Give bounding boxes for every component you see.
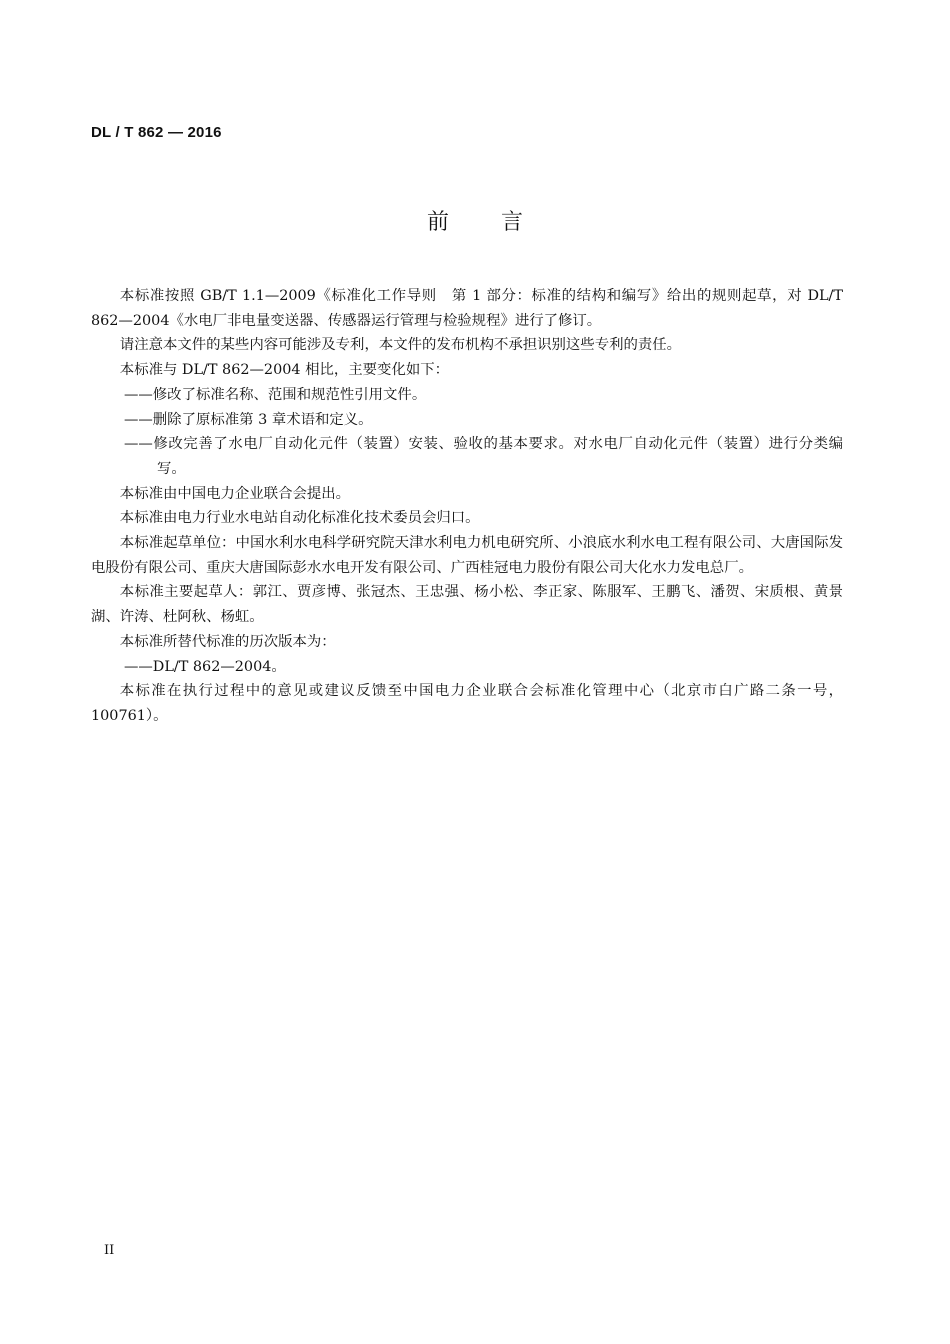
paragraph-patent-notice: 请注意本文件的某些内容可能涉及专利，本文件的发布机构不承担识别这些专利的责任。 bbox=[119, 337, 682, 354]
paragraph-drafting-rules: 本标准按照 GB/T 1.1—2009《标准化工作导则 第 1 部分：标准的结构和编写》给出的规则起草，对 DL/T 862—2004《水电厂非电量变送器、传感器运行管理与检验规程》进行了修订。 bbox=[91, 288, 843, 329]
paragraph-feedback: 本标准在执行过程中的意见或建议反馈至中国电力企业联合会标准化管理中心（北京市白广路二条一号，100761）。 bbox=[91, 683, 843, 724]
paragraph-drafters: 本标准主要起草人：郭江、贾彦博、张冠杰、王忠强、杨小松、李正家、陈服军、王鹏飞、潘贺、宋质根、黄景湖、许涛、杜阿秋、杨虹。 bbox=[91, 584, 843, 626]
standard-number: DL / T 862 — 2016 bbox=[91, 124, 222, 141]
previous-version-item: ——DL/T 862—2004。 bbox=[124, 658, 286, 675]
document-body bbox=[91, 284, 843, 729]
change-item-installation: ——修改完善了水电厂自动化元件（装置）安装、验收的基本要求。对水电厂自动化元件（装置）进行分类编写。 bbox=[124, 436, 843, 477]
page-number: II bbox=[104, 1243, 115, 1258]
change-item-terms-deleted: ——删除了原标准第 3 章术语和定义。 bbox=[124, 411, 373, 428]
paragraph-proposer: 本标准由中国电力企业联合会提出。 bbox=[119, 485, 351, 502]
paragraph-changes-intro: 本标准与 DL/T 862—2004 相比，主要变化如下： bbox=[119, 362, 450, 379]
change-item-name-scope: ——修改了标准名称、范围和规范性引用文件。 bbox=[124, 386, 427, 403]
page-title: 前言 bbox=[426, 210, 575, 235]
paragraph-committee: 本标准由电力行业水电站自动化标准化技术委员会归口。 bbox=[119, 510, 480, 527]
paragraph-previous-versions: 本标准所替代标准的历次版本为： bbox=[119, 633, 336, 650]
paragraph-drafting-units: 本标准起草单位：中国水利水电科学研究院天津水利电力机电研究所、小浪底水利水电工程有限公司、大唐国际发电股份有限公司、重庆大唐国际彭水水电开发有限公司、广西桂冠电力股份有限公司大化水力发电总厂。 bbox=[91, 535, 843, 576]
